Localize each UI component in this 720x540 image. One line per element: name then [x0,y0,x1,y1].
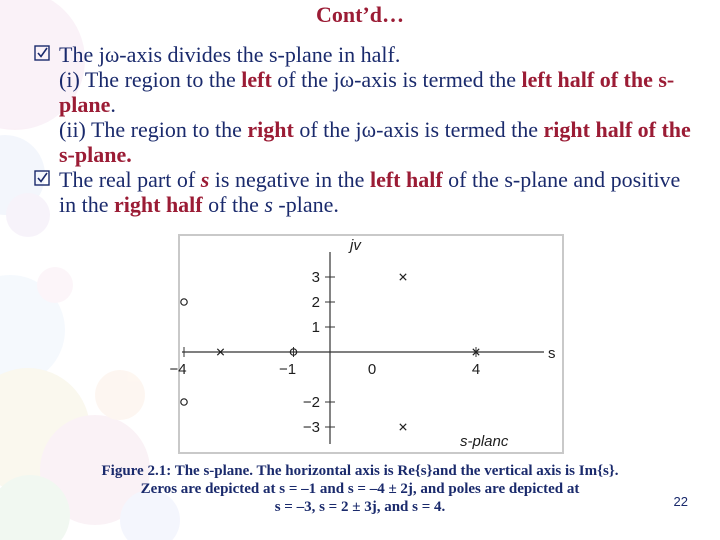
text-run: of the s-plane and positive in the [59,167,681,217]
s-plane-diagram [169,236,562,452]
real-tick-label: 4 [471,361,481,378]
text-run: right half [114,192,203,217]
real-axis-label: s [548,345,556,362]
text-run: right [247,117,294,142]
imag-tick-label: −3 [302,419,320,436]
zero-marker [181,299,187,305]
pole-marker [400,424,406,430]
subitem-i-text [59,67,674,117]
text-run: The real part of [59,167,201,192]
text-run: of the jω-axis is termed the [271,67,522,92]
zero-marker [181,399,187,405]
subitem-ii-text [59,117,691,167]
slide-title: Cont’d… [315,2,404,27]
caption-line-3: s = –3, s = 2 ± 3j, and s = 4. [274,499,446,515]
imag-tick-label: 3 [311,269,320,286]
text-run: -plane. [272,192,339,217]
text-run: of the jω-axis is termed the [293,117,544,142]
bullet-1-text [59,42,400,67]
slide-body [32,42,692,217]
bullet-2 [32,167,692,217]
pole-marker [400,274,406,280]
real-tick-label: 0 [367,361,377,378]
imag-tick-label: −2 [302,394,320,411]
imag-tick-label: 2 [311,294,320,311]
checkbox-bullet-icon [34,45,50,61]
caption-line-1: Figure 2.1: The s-plane. The horizontal axis is Re{s}and the vertical axis is Im{s}. [101,463,619,479]
subitem-i [32,67,692,117]
text-run: The jω-axis divides the s-plane in half. [59,42,401,67]
subitem-ii [32,117,692,167]
bullet-2-text [59,167,680,217]
text-run: . [110,92,116,117]
imag-axis-label: jv [350,237,361,254]
text-run: (ii) The region to the [59,117,248,142]
text-run: s [200,167,210,192]
s-plane-figure [169,234,564,454]
real-tick-label: −4 [169,361,187,378]
text-run: right half of the s-plane. [59,117,691,167]
real-tick-label: −1 [278,361,297,378]
imag-tick-label: 1 [311,319,320,336]
text-run: left half of the s-plane [59,67,675,117]
text-run: of the [202,192,265,217]
text-run: s [264,192,273,217]
bullet-1 [32,42,692,67]
caption-line-2: Zeros are depicted at s = –1 and s = –4 ± 2j, and poles are depicted at [140,481,580,497]
plane-label: s-planc [460,433,509,450]
checkbox-bullet-icon [34,170,50,186]
page-number: 22 [673,494,688,509]
text-run: is negative in the [209,167,370,192]
text-run: left half [369,167,443,192]
figure-caption [36,462,684,516]
text-run: (i) The region to the [59,67,242,92]
text-run: left [241,67,272,92]
